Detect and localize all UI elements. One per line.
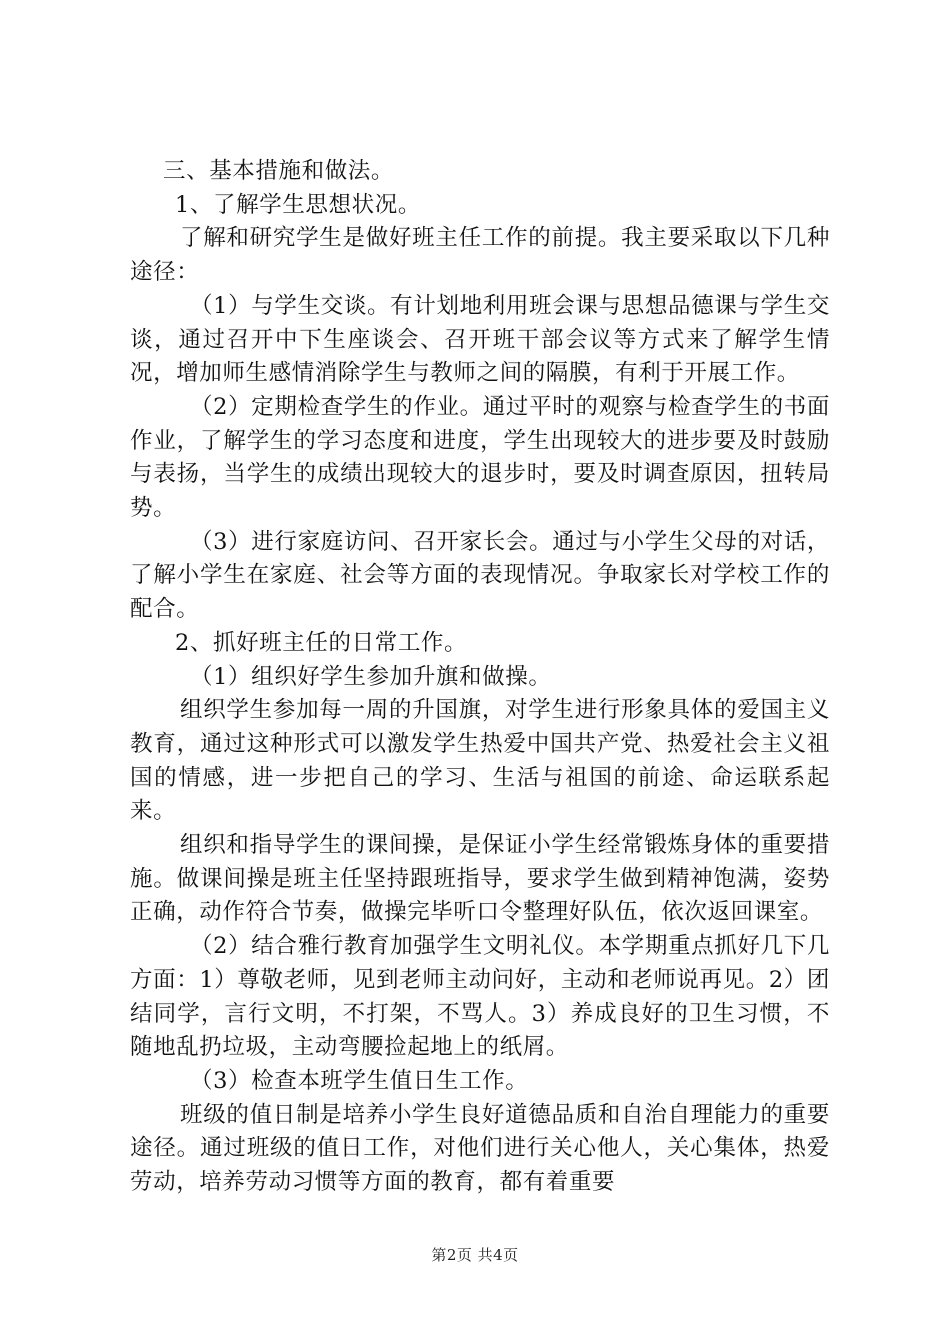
body-paragraph: 班级的值日制是培养小学生良好道德品质和自治自理能力的重要途径。通过班级的值日工作，对他们进行关心他人，关心集体，热爱劳动，培养劳动习惯等方面的教育，都有着重要: [130, 1101, 830, 1196]
section-heading: 三、基本措施和做法。: [163, 158, 395, 184]
body-paragraph: 组织和指导学生的课间操，是保证小学生经常锻炼身体的重要措施。做课间操是班主任坚持跟班指导，要求学生做到精神饱满，姿势正确，动作符合节奏，做操完毕听口令整理好队伍，依次返回课室。: [130, 832, 830, 926]
list-paragraph: （2）定期检查学生的作业。通过平时的观察与检查学生的书面作业，了解学生的学习态度和进度，学生出现较大的进步要及时鼓励与表扬，当学生的成绩出现较大的退步时，要及时调查原因，扭转局势。: [130, 393, 830, 522]
subsection-heading: 1、了解学生思想状况。: [175, 191, 421, 218]
list-paragraph: （3）进行家庭访问、召开家长会。通过与小学生父母的对话，了解小学生在家庭、社会等方面的表现情况。争取家长对学校工作的配合。: [130, 528, 830, 623]
document-body: [130, 155, 830, 1200]
list-paragraph: （1）组织好学生参加升旗和做操。: [190, 663, 552, 690]
list-paragraph: （1）与学生交谈。有计划地利用班会课与思想品德课与学生交谈，通过召开中下生座谈会、召开班干部会议等方式来了解学生情况，增加师生感情消除学生与教师之间的隔膜，有利于开展工作。: [130, 292, 830, 387]
page-number-footer: 第2页 共4页: [431, 1246, 519, 1264]
list-paragraph: （2）结合雅行教育加强学生文明礼仪。本学期重点抓好几下几方面：1）尊敬老师，见到老师主动问好，主动和老师说再见。2）团结同学，言行文明，不打架，不骂人。3）养成良好的卫生习惯，不随地乱扔垃圾，主动弯腰捡起地上的纸屑。: [130, 933, 830, 1061]
body-paragraph: 了解和研究学生是做好班主任工作的前提。我主要采取以下几种途径：: [130, 225, 830, 286]
list-paragraph: （3）检查本班学生值日生工作。: [190, 1067, 529, 1094]
body-paragraph: 组织学生参加每一周的升国旗，对学生进行形象具体的爱国主义教育，通过这种形式可以激发学生热爱中国共产党、热爱社会主义祖国的情感，进一步把自己的学习、生活与祖国的前途、命运联系起来。: [130, 697, 830, 825]
subsection-heading: 2、抓好班主任的日常工作。: [175, 629, 468, 656]
